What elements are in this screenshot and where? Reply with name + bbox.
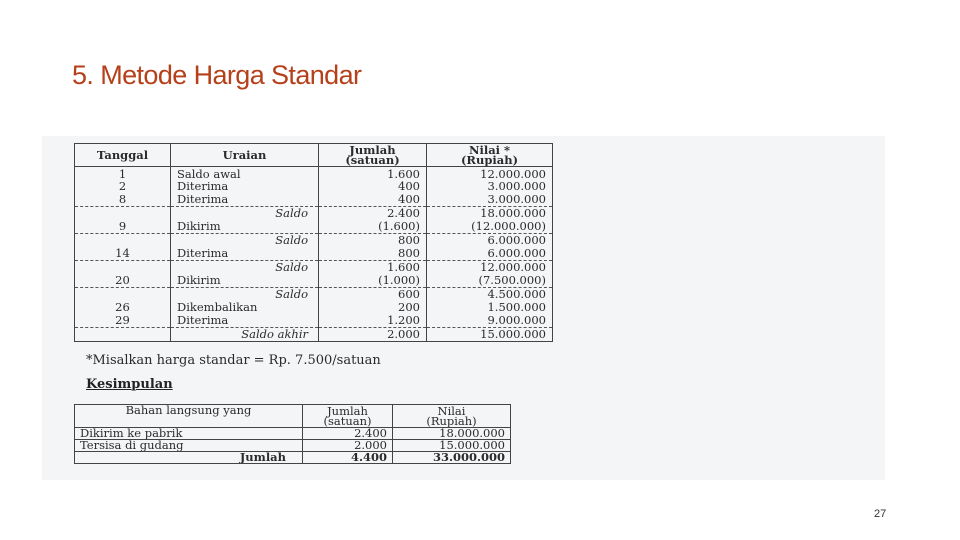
kesimpulan-table — [74, 404, 511, 464]
table-row — [75, 327, 553, 341]
total-row — [75, 452, 511, 464]
cell-tanggal — [75, 206, 171, 220]
cell-nilai: 4.500.000 — [427, 287, 553, 301]
cell-jumlah: 800 — [319, 233, 427, 247]
cell-jumlah: 1.600 — [319, 167, 427, 181]
cell-nilai: 12.000.000 — [427, 167, 553, 181]
cell-uraian: Saldo — [171, 260, 319, 274]
cell-nilai: 1.500.000 — [427, 301, 553, 314]
header-uraian: Uraian — [171, 144, 319, 167]
cell-uraian: Dikembalikan — [171, 301, 319, 314]
cell-jumlah: 800 — [319, 247, 427, 261]
cell-tanggal: 8 — [75, 193, 171, 207]
cell-jumlah: 400 — [319, 180, 427, 193]
header-nilai: Nilai (Rupiah) — [393, 405, 511, 428]
table-row — [75, 301, 553, 314]
cell-tanggal — [75, 287, 171, 301]
cell-uraian: Diterima — [171, 314, 319, 328]
cell-tanggal — [75, 327, 171, 341]
table-row — [75, 260, 553, 274]
table-row — [75, 274, 553, 288]
cell-tanggal: 29 — [75, 314, 171, 328]
table-row — [75, 428, 511, 440]
cell-jumlah: 1.200 — [319, 314, 427, 328]
slide-title: 5. Metode Harga Standar — [72, 60, 362, 90]
page-number: 27 — [874, 508, 887, 520]
table-row — [75, 440, 511, 452]
cell-nilai: 15.000.000 — [427, 327, 553, 341]
ledger-header-row — [75, 144, 553, 167]
cell-uraian: Saldo — [171, 206, 319, 220]
summary-header-row — [75, 405, 511, 428]
table-row — [75, 247, 553, 261]
cell-tanggal: 26 — [75, 301, 171, 314]
cell-uraian: Dikirim — [171, 220, 319, 234]
cell-uraian: Dikirim — [171, 274, 319, 288]
cell-jumlah: 2.000 — [319, 327, 427, 341]
table-row — [75, 220, 553, 234]
total-jumlah: 4.400 — [303, 452, 393, 464]
standard-price-note: *Misalkan harga standar = Rp. 7.500/satuan — [86, 353, 381, 368]
table-row — [75, 180, 553, 193]
cell-jumlah: 400 — [319, 193, 427, 207]
cell-jumlah: 200 — [319, 301, 427, 314]
cell-nilai: 9.000.000 — [427, 314, 553, 328]
cell-tanggal: 9 — [75, 220, 171, 234]
cell-nilai: 6.000.000 — [427, 247, 553, 261]
table-row — [75, 193, 553, 207]
table-row — [75, 314, 553, 328]
table-row — [75, 233, 553, 247]
cell-uraian: Diterima — [171, 180, 319, 193]
cell-nilai: 3.000.000 — [427, 180, 553, 193]
header-nilai: Nilai * (Rupiah) — [427, 144, 553, 167]
cell-uraian: Saldo — [171, 233, 319, 247]
cell-tanggal: 2 — [75, 180, 171, 193]
cell-jumlah: 2.000 — [303, 440, 393, 452]
header-bahan: Bahan langsung yang — [75, 405, 303, 428]
cell-jumlah: 2.400 — [319, 206, 427, 220]
header-jumlah: Jumlah (satuan) — [303, 405, 393, 428]
cell-nilai: 6.000.000 — [427, 233, 553, 247]
cell-jumlah: 1.600 — [319, 260, 427, 274]
cell-jumlah: (1.000) — [319, 274, 427, 288]
header-jumlah: Jumlah (satuan) — [319, 144, 427, 167]
cell-tanggal: 14 — [75, 247, 171, 261]
table-row — [75, 206, 553, 220]
cell-nilai: 18.000.000 — [427, 206, 553, 220]
cell-uraian: Saldo awal — [171, 167, 319, 181]
table-row — [75, 167, 553, 181]
cell-nilai: 12.000.000 — [427, 260, 553, 274]
kesimpulan-heading: Kesimpulan — [86, 377, 173, 392]
cell-jumlah: 2.400 — [303, 428, 393, 440]
cell-jumlah: (1.600) — [319, 220, 427, 234]
cell-label: Tersisa di gudang — [75, 440, 303, 452]
cell-uraian: Saldo akhir — [171, 327, 319, 341]
cell-uraian: Diterima — [171, 193, 319, 207]
cell-tanggal — [75, 233, 171, 247]
cell-label: Dikirim ke pabrik — [75, 428, 303, 440]
cell-nilai: (12.000.000) — [427, 220, 553, 234]
cell-jumlah: 600 — [319, 287, 427, 301]
total-label: Jumlah — [75, 452, 303, 464]
cell-nilai: 15.000.000 — [393, 440, 511, 452]
total-nilai: 33.000.000 — [393, 452, 511, 464]
cell-uraian: Diterima — [171, 247, 319, 261]
cell-tanggal — [75, 260, 171, 274]
table-row — [75, 287, 553, 301]
cell-nilai: 3.000.000 — [427, 193, 553, 207]
header-tanggal: Tanggal — [75, 144, 171, 167]
cell-nilai: 18.000.000 — [393, 428, 511, 440]
cell-tanggal: 1 — [75, 167, 171, 181]
cell-uraian: Saldo — [171, 287, 319, 301]
ledger-table — [74, 143, 553, 342]
cell-tanggal: 20 — [75, 274, 171, 288]
cell-nilai: (7.500.000) — [427, 274, 553, 288]
